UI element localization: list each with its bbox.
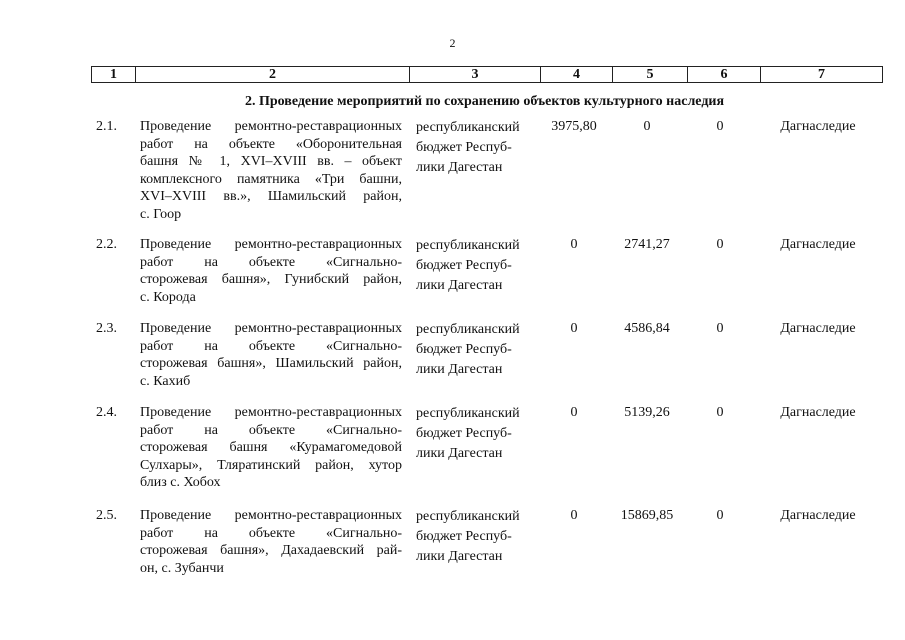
funding-source-line: лики Дагестан <box>416 549 503 564</box>
value-column-5: 5139,26 <box>624 405 670 420</box>
funding-source-line: бюджет Респуб- <box>416 258 512 273</box>
column-header-table <box>91 66 883 83</box>
executor: Дагнаследие <box>780 321 856 336</box>
value-column-4: 3975,80 <box>551 119 597 134</box>
activity-description <box>140 507 402 577</box>
column-header-3: 3 <box>410 67 541 83</box>
funding-source-line: республиканский <box>416 322 520 337</box>
activity-description <box>140 320 402 390</box>
activity-description <box>140 236 402 306</box>
column-header-2: 2 <box>136 67 410 83</box>
activity-description <box>140 118 402 223</box>
value-column-6: 0 <box>716 119 724 134</box>
funding-source-line: лики Дагестан <box>416 362 503 377</box>
value-column-6: 0 <box>716 237 724 252</box>
value-column-5: 0 <box>643 119 651 134</box>
description-line: Проведение ремонтно-реставрационных <box>140 508 402 523</box>
description-line: близ с. Хобох <box>140 475 221 490</box>
description-line: работ на объекте «Сигнально- <box>140 422 402 438</box>
description-line: сторожевая башня», Гунибский район, <box>140 272 402 287</box>
description-line: XVI–XVIII вв.», Шамильский район, <box>140 189 402 204</box>
description-line: сторожевая башня», Дахадаевский рай- <box>140 543 402 558</box>
funding-source-line: республиканский <box>416 238 520 253</box>
column-header-1: 1 <box>92 67 136 83</box>
column-header-row <box>92 67 883 83</box>
funding-source-line: республиканский <box>416 120 520 135</box>
description-line: с. Гоор <box>140 206 182 222</box>
description-line: Проведение ремонтно-реставрационных <box>140 321 402 336</box>
funding-source-line: лики Дагестан <box>416 446 503 461</box>
description-line: сторожевая башня», Шамильский район, <box>140 356 402 371</box>
funding-source-line: бюджет Респуб- <box>416 140 512 155</box>
funding-source <box>416 118 538 178</box>
row-number: 2.3. <box>96 321 117 336</box>
funding-source <box>416 507 538 567</box>
value-column-6: 0 <box>716 405 724 420</box>
value-column-4: 0 <box>570 508 578 523</box>
description-line: работ на объекте «Сигнально- <box>140 525 402 541</box>
value-column-5: 4586,84 <box>624 321 670 336</box>
description-line: комплексного памятника «Три башни, <box>140 171 402 187</box>
executor: Дагнаследие <box>780 508 856 523</box>
funding-source-line: бюджет Респуб- <box>416 342 512 357</box>
value-column-6: 0 <box>716 508 724 523</box>
row-number: 2.2. <box>96 237 117 252</box>
value-column-4: 0 <box>570 405 578 420</box>
description-line: он, с. Зубанчи <box>140 560 224 576</box>
funding-source-line: республиканский <box>416 509 520 524</box>
row-number: 2.4. <box>96 405 117 420</box>
funding-source-line: лики Дагестан <box>416 278 503 293</box>
activity-description <box>140 404 402 492</box>
value-column-4: 0 <box>570 321 578 336</box>
value-column-4: 0 <box>570 237 578 252</box>
funding-source-line: бюджет Респуб- <box>416 529 512 544</box>
row-number: 2.1. <box>96 119 117 134</box>
description-line: с. Кахиб <box>140 373 191 389</box>
column-header-5: 5 <box>613 67 688 83</box>
section-title: 2. Проведение мероприятий по сохранению объектов культурного наследия <box>244 94 725 109</box>
value-column-5: 15869,85 <box>620 508 674 523</box>
description-line: работ на объекте «Сигнально- <box>140 338 402 354</box>
executor: Дагнаследие <box>780 237 856 252</box>
executor: Дагнаследие <box>780 405 856 420</box>
column-header-6: 6 <box>688 67 761 83</box>
value-column-6: 0 <box>716 321 724 336</box>
funding-source-line: республиканский <box>416 406 520 421</box>
funding-source <box>416 320 538 380</box>
funding-source <box>416 236 538 296</box>
description-line: с. Корода <box>140 289 196 305</box>
description-line: Сулхары», Тляратинский район, хутор <box>140 457 402 473</box>
column-header-7: 7 <box>761 67 883 83</box>
description-line: Проведение ремонтно-реставрационных <box>140 237 402 252</box>
funding-source-line: бюджет Респуб- <box>416 426 512 441</box>
description-line: сторожевая башня «Курамагомедовой <box>140 440 402 455</box>
description-line: работ на объекте «Оборонительная <box>140 136 402 152</box>
description-line: Проведение ремонтно-реставрационных <box>140 119 402 134</box>
column-header-4: 4 <box>541 67 613 83</box>
description-line: Проведение ремонтно-реставрационных <box>140 405 402 420</box>
row-number: 2.5. <box>96 508 117 523</box>
page-number: 2 <box>449 36 456 50</box>
description-line: работ на объекте «Сигнально- <box>140 254 402 270</box>
description-line: башня № 1, XVI–XVIII вв. – объект <box>140 154 402 169</box>
funding-source <box>416 404 538 464</box>
funding-source-line: лики Дагестан <box>416 160 503 175</box>
value-column-5: 2741,27 <box>624 237 670 252</box>
executor: Дагнаследие <box>780 119 856 134</box>
